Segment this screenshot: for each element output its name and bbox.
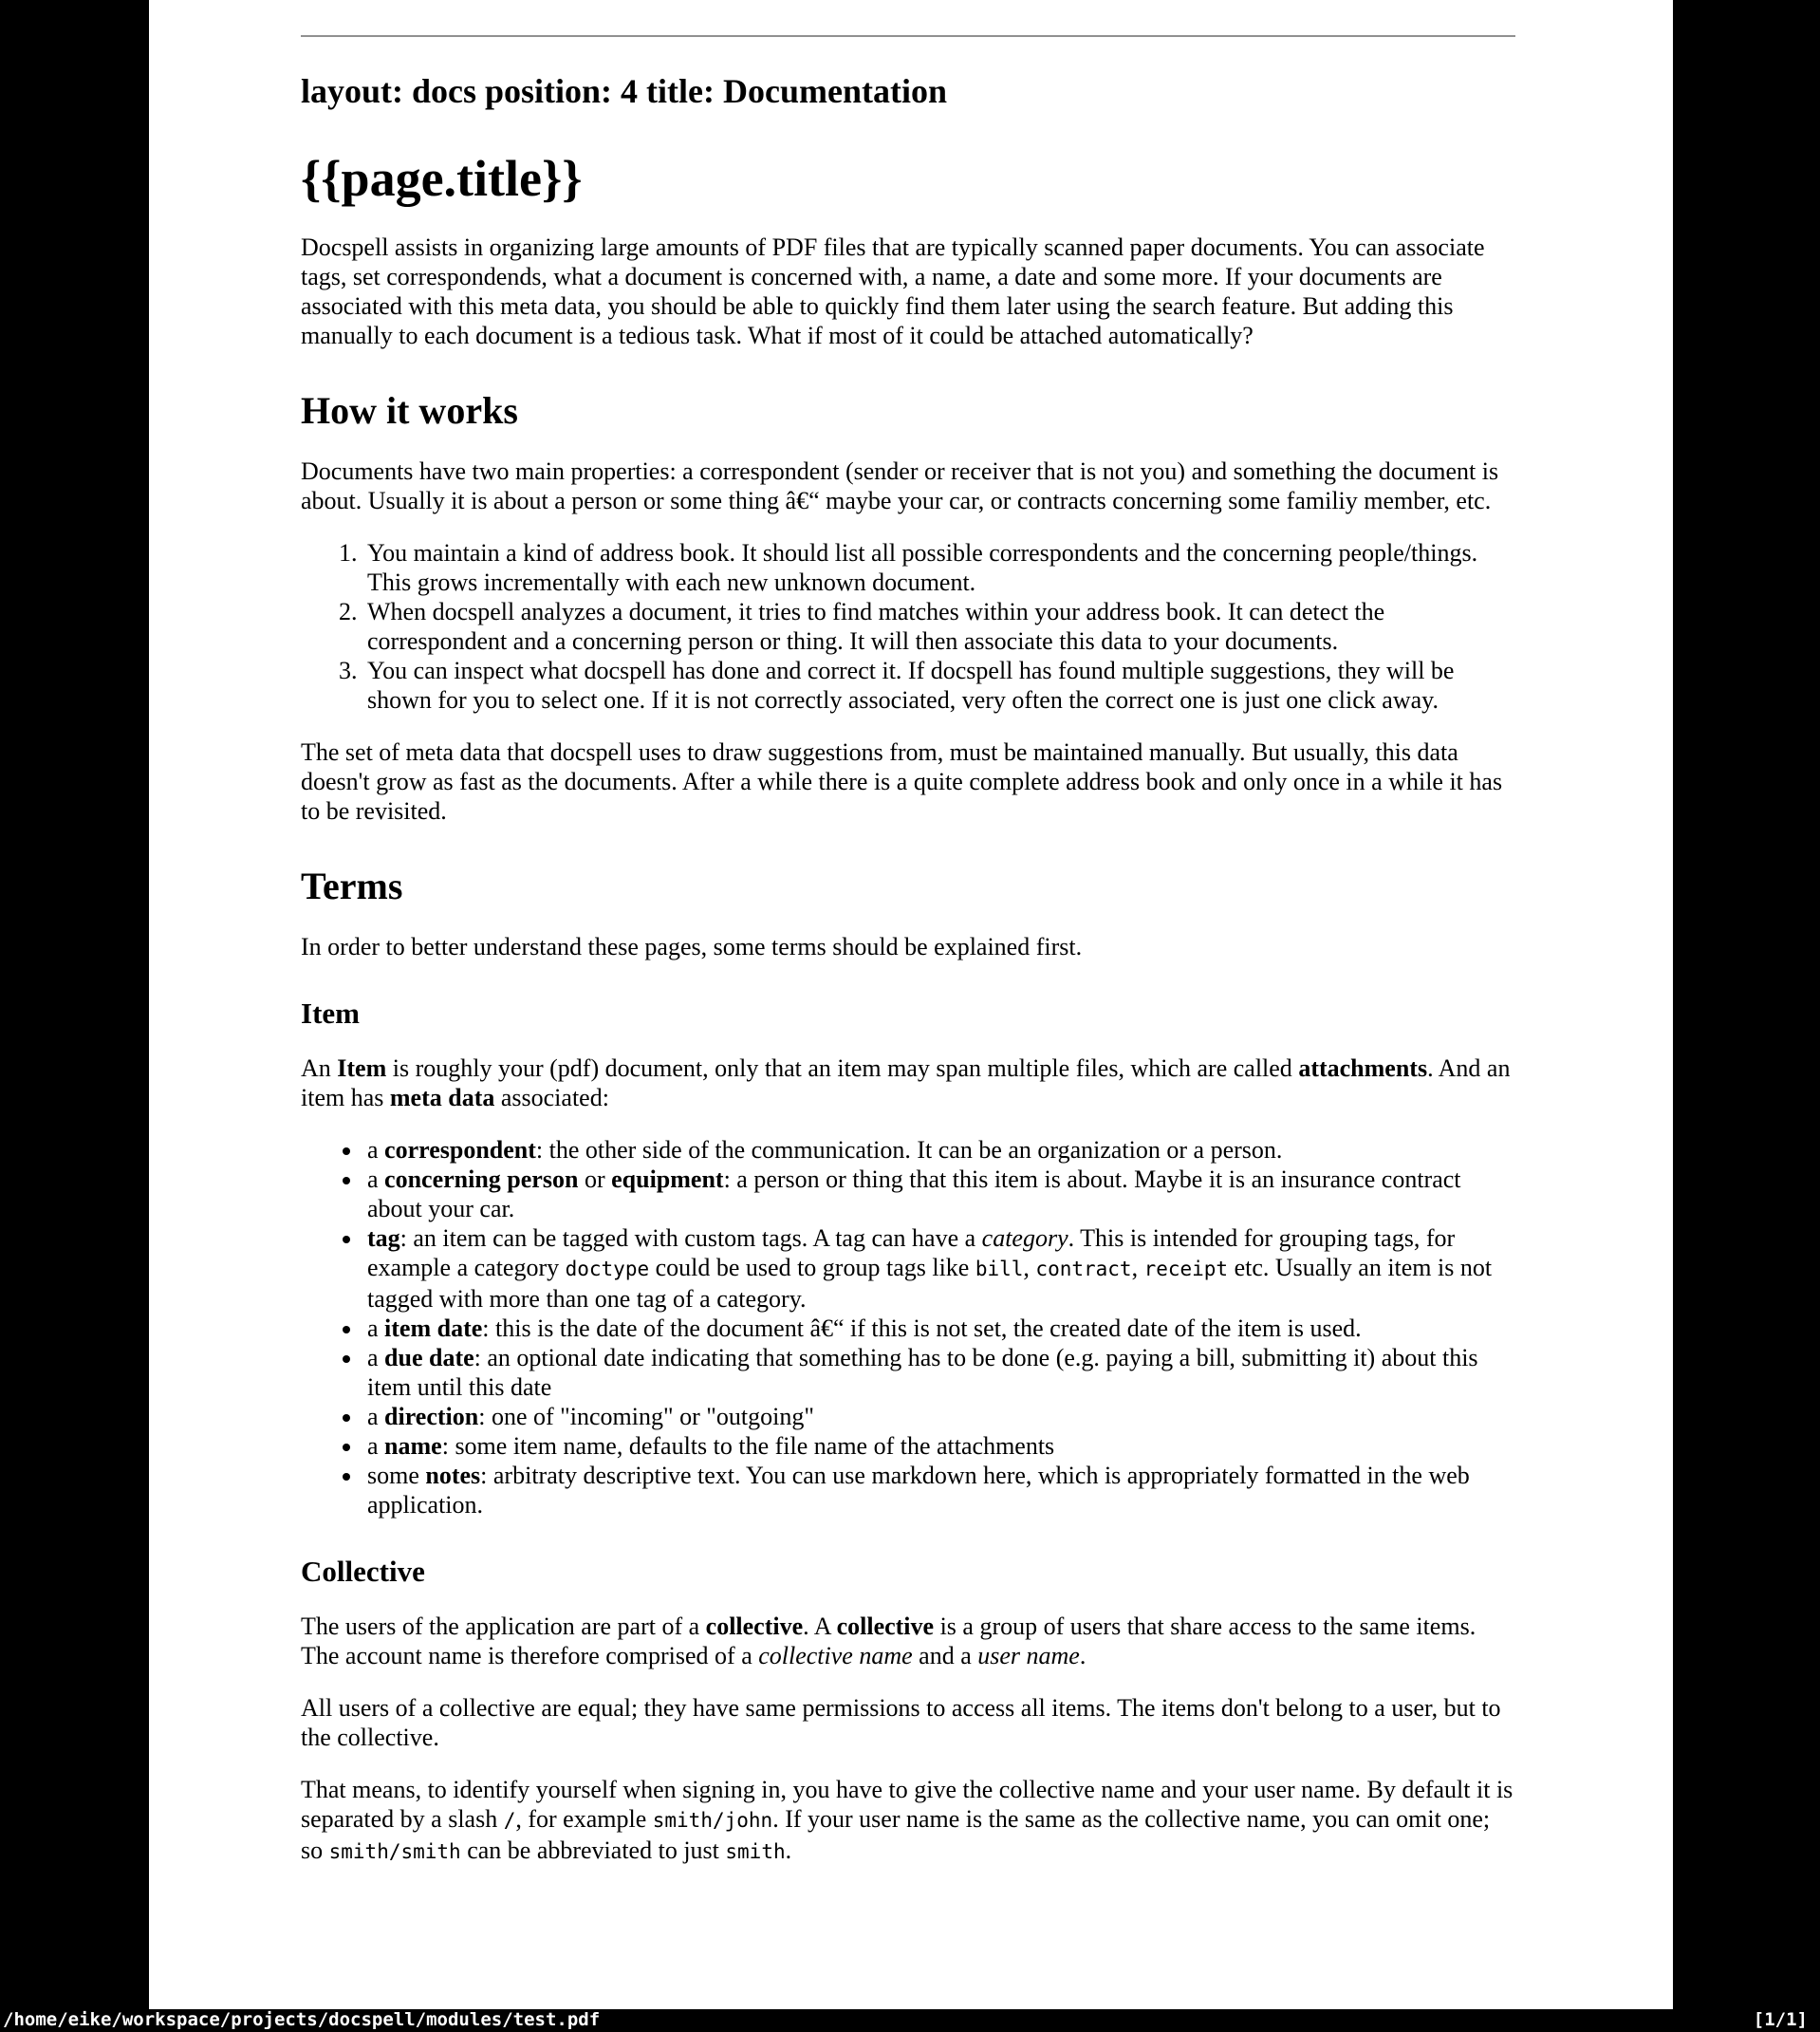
collective-paragraph-1: The users of the application are part of a collective. A collective is a group of users that share access to the same items. The account name is therefore comprised of a collective name and a user name. [301, 1613, 1476, 1670]
item-paragraph: An Item is roughly your (pdf) document, only that an item may span multiple files, which are called attachments. And an item has meta data associated: [301, 1054, 1511, 1112]
intro-paragraph: Docspell assists in organizing large amounts of PDF files that are typically scanned paper documents. You can associate tags, set correspondends, what a document is concerned with, a name, a date and some more. If your documents are associated with this meta data, you should be able to quickly find them later using the search feature. But adding this manually to each document is a tedious task. What if most of it could be attached automatically? [301, 233, 1485, 349]
status-bar [0, 2009, 1820, 2032]
horizontal-rule [301, 35, 1515, 37]
terms-intro-paragraph: In order to better understand these pages, some terms should be explained first. [301, 932, 1083, 960]
steps-list [301, 538, 1515, 715]
list-item: 2. When docspell analyzes a document, it tries to find matches within your address book. It can detect the correspondent and a concerning person or thing. It will then associate this data to your documents. [363, 597, 1515, 656]
subsection-heading-collective: Collective [301, 1555, 425, 1589]
list-item: • a name: some item name, defaults to the file name of the attachments [363, 1431, 1515, 1461]
pdf-page[interactable] [149, 0, 1673, 2009]
list-item: • some notes: arbitraty descriptive text. You can use markdown here, which is appropriately formatted in the web application. [363, 1461, 1515, 1519]
list-item: 3. You can inspect what docspell has done and correct it. If docspell has found multiple suggestions, they will be shown for you to select one. If it is not correctly associated, very often the correct one is just one click away. [363, 656, 1515, 715]
item-meta-data-list [301, 1135, 1515, 1519]
list-item: 1. You maintain a kind of address book. It should list all possible correspondents and the concerning people/things. This grows incrementally with each new unknown document. [363, 538, 1515, 597]
section-heading-terms: Terms [301, 864, 403, 907]
collective-paragraph-2: All users of a collective are equal; they have same permissions to access all items. The items don't belong to a user, but to the collective. [301, 1694, 1501, 1752]
list-item: • a direction: one of "incoming" or "outgoing" [363, 1402, 1515, 1431]
list-item: • a correspondent: the other side of the communication. It can be an organization or a person. [363, 1135, 1515, 1165]
list-item: • tag: an item can be tagged with custom tags. A tag can have a category. This is intended for grouping tags, for example a category doctype could be used to group tags like bill, contract, receipt etc. Usually an item is not tagged with more than one tag of a category. [363, 1223, 1515, 1314]
page-title: {{page.title}} [301, 150, 583, 208]
frontmatter-heading: layout: docs position: 4 title: Documentation [301, 72, 947, 110]
subsection-heading-item: Item [301, 996, 360, 1030]
file-path: /home/eike/workspace/projects/docspell/modules/test.pdf [3, 2009, 601, 2030]
how-it-works-paragraph: Documents have two main properties: a correspondent (sender or receiver that is not you) and something the document is about. Usually it is about a person or some thing â€“ maybe your car, or contracts concerning some familiy member, etc. [301, 457, 1499, 514]
list-item: • a concerning person or equipment: a person or thing that this item is about. Maybe it is an insurance contract about your car. [363, 1165, 1515, 1223]
section-heading-how-it-works: How it works [301, 388, 518, 432]
how-it-works-outro-paragraph: The set of meta data that docspell uses to draw suggestions from, must be maintained manually. But usually, this data doesn't grow as fast as the documents. After a while there is a quite complete address book and only once in a while it has to be revisited. [301, 737, 1503, 825]
collective-paragraph-3: That means, to identify yourself when signing in, you have to give the collective name and your user name. By default it is separated by a slash /, for example smith/john. If your user name is the same as the collective name, you can omit one; so smith/smith can be abbreviated to just smith. [301, 1776, 1514, 1865]
page-indicator: [1/1] [1753, 2009, 1808, 2030]
list-item: • a item date: this is the date of the document â€“ if this is not set, the created date of the item is used. [363, 1314, 1515, 1343]
document-content [301, 35, 1515, 1867]
list-item: • a due date: an optional date indicating that something has to be done (e.g. paying a bill, submitting it) about this item until this date [363, 1343, 1515, 1402]
